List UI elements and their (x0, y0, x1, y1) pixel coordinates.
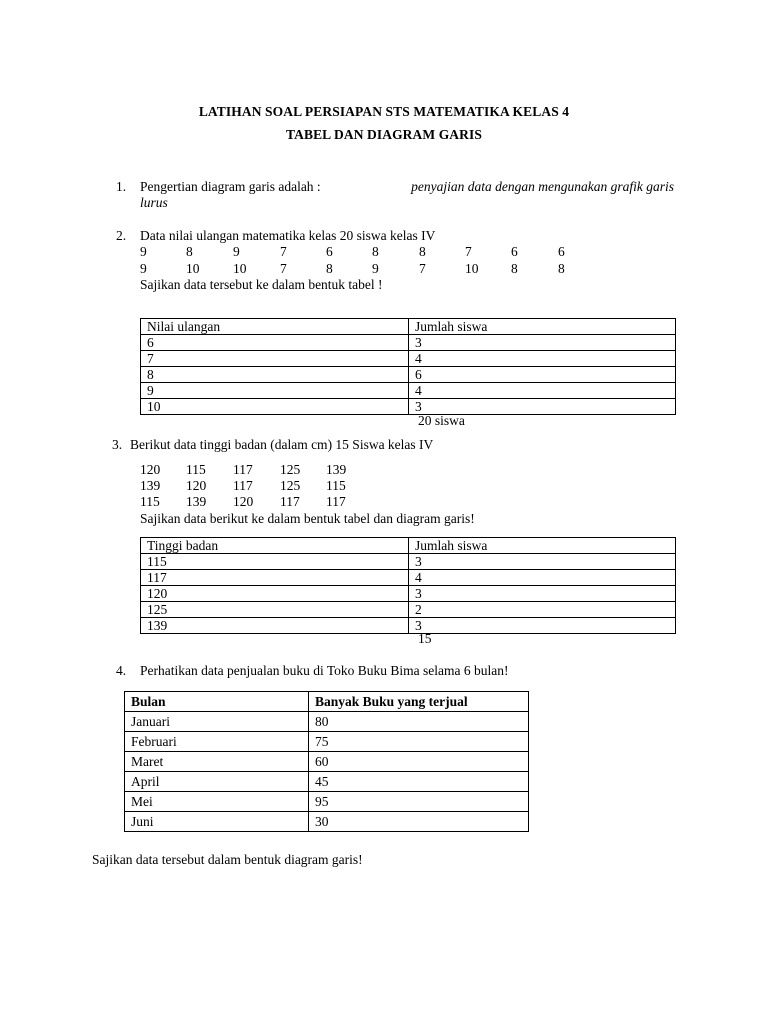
table-row (125, 752, 529, 772)
question-number: 2. (116, 228, 127, 243)
question-4-instruction: Sajikan data tersebut dalam bentuk diagram garis! (92, 852, 363, 867)
table-row (125, 812, 529, 832)
table-row (141, 570, 676, 586)
table-row (141, 351, 676, 367)
data-value: 125 (280, 462, 301, 477)
data-value: 7 (280, 244, 287, 259)
data-value: 9 (372, 261, 379, 276)
table-cell: Maret (125, 752, 309, 772)
question-2-instruction: Sajikan data tersebut ke dalam bentuk tabel ! (140, 277, 383, 292)
table-header-cell: Nilai ulangan (141, 319, 409, 335)
table-row (125, 732, 529, 752)
table-header-row (141, 319, 676, 335)
data-value: 6 (326, 244, 333, 259)
table-total: 20 siswa (418, 413, 465, 428)
document-subtitle: TABEL DAN DIAGRAM GARIS (286, 127, 482, 142)
data-value: 115 (326, 478, 346, 493)
table-row (141, 399, 676, 415)
table-cell: Februari (125, 732, 309, 752)
data-value: 8 (326, 261, 333, 276)
table-cell: 9 (141, 383, 409, 399)
data-value: 8 (419, 244, 426, 259)
table-header-cell: Jumlah siswa (409, 319, 676, 335)
document-title: LATIHAN SOAL PERSIAPAN STS MATEMATIKA KELAS 4 (198, 104, 570, 119)
data-value: 7 (465, 244, 472, 259)
data-value: 117 (326, 494, 346, 509)
data-value: 117 (233, 462, 253, 477)
data-value: 6 (558, 244, 565, 259)
table-header-cell: Jumlah siswa (409, 538, 676, 554)
table-row (141, 618, 676, 634)
data-value: 8 (511, 261, 518, 276)
frequency-table-tinggi (140, 537, 676, 634)
data-value: 8 (558, 261, 565, 276)
table-row (141, 586, 676, 602)
table-cell: 7 (141, 351, 409, 367)
table-row (125, 712, 529, 732)
table-header-cell: Bulan (125, 692, 309, 712)
table-row (141, 383, 676, 399)
table-cell: 6 (141, 335, 409, 351)
question-4-text: Perhatikan data penjualan buku di Toko Buku Bima selama 6 bulan! (140, 663, 509, 678)
data-value: 139 (140, 478, 161, 493)
data-value: 117 (233, 478, 253, 493)
data-value: 125 (280, 478, 301, 493)
question-number: 1. (116, 179, 127, 194)
question-number: 3. (112, 437, 123, 452)
data-value: 115 (186, 462, 206, 477)
table-cell: 4 (409, 570, 676, 586)
data-value: 8 (186, 244, 193, 259)
data-value: 10 (465, 261, 479, 276)
data-value: 7 (280, 261, 287, 276)
table-cell: 95 (309, 792, 529, 812)
table-cell: 80 (309, 712, 529, 732)
question-3-text: Berikut data tinggi badan (dalam cm) 15 Siswa kelas IV (130, 437, 434, 452)
data-value: 120 (186, 478, 207, 493)
question-1-line1 (140, 179, 674, 195)
table-row (141, 367, 676, 383)
table-cell: 3 (409, 554, 676, 570)
table-row (125, 772, 529, 792)
table-cell: 60 (309, 752, 529, 772)
question-1-text: Pengertian diagram garis adalah : (140, 179, 321, 194)
question-number: 4. (116, 663, 127, 678)
book-sales-table (124, 691, 529, 832)
table-header-cell: Tinggi badan (141, 538, 409, 554)
data-value: 120 (233, 494, 254, 509)
table-cell: 3 (409, 399, 676, 415)
data-value: 7 (419, 261, 426, 276)
table-cell: 125 (141, 602, 409, 618)
table-cell: 75 (309, 732, 529, 752)
table-total: 15 (418, 631, 432, 646)
question-2-text: Data nilai ulangan matematika kelas 20 siswa kelas IV (140, 228, 436, 243)
table-cell: Januari (125, 712, 309, 732)
data-value: 115 (140, 494, 160, 509)
table-cell: 45 (309, 772, 529, 792)
table-row (141, 335, 676, 351)
question-1-definition: penyajian data dengan mengunakan grafik garis (411, 179, 674, 194)
question-3-instruction: Sajikan data berikut ke dalam bentuk tabel dan diagram garis! (140, 511, 475, 526)
table-cell: Juni (125, 812, 309, 832)
table-cell: 2 (409, 602, 676, 618)
table-cell: 8 (141, 367, 409, 383)
table-cell: 3 (409, 586, 676, 602)
table-header-row (125, 692, 529, 712)
data-value: 9 (140, 244, 147, 259)
data-value: 120 (140, 462, 161, 477)
question-1-definition-cont: lurus (140, 195, 168, 210)
table-row (141, 602, 676, 618)
table-cell: 115 (141, 554, 409, 570)
data-value: 10 (233, 261, 247, 276)
table-cell: 10 (141, 399, 409, 415)
table-row (141, 554, 676, 570)
data-value: 9 (140, 261, 147, 276)
data-value: 139 (186, 494, 207, 509)
table-cell: 4 (409, 383, 676, 399)
table-cell: 117 (141, 570, 409, 586)
table-row (125, 792, 529, 812)
table-cell: 6 (409, 367, 676, 383)
table-cell: 30 (309, 812, 529, 832)
table-cell: 120 (141, 586, 409, 602)
data-value: 6 (511, 244, 518, 259)
data-value: 9 (233, 244, 240, 259)
table-cell: April (125, 772, 309, 792)
table-header-row (141, 538, 676, 554)
table-cell: 139 (141, 618, 409, 634)
table-cell: 3 (409, 618, 676, 634)
table-cell: 3 (409, 335, 676, 351)
data-value: 8 (372, 244, 379, 259)
table-header-cell: Banyak Buku yang terjual (309, 692, 529, 712)
data-value: 117 (280, 494, 300, 509)
table-cell: 4 (409, 351, 676, 367)
data-value: 139 (326, 462, 347, 477)
data-value: 10 (186, 261, 200, 276)
frequency-table-nilai (140, 318, 676, 415)
table-cell: Mei (125, 792, 309, 812)
